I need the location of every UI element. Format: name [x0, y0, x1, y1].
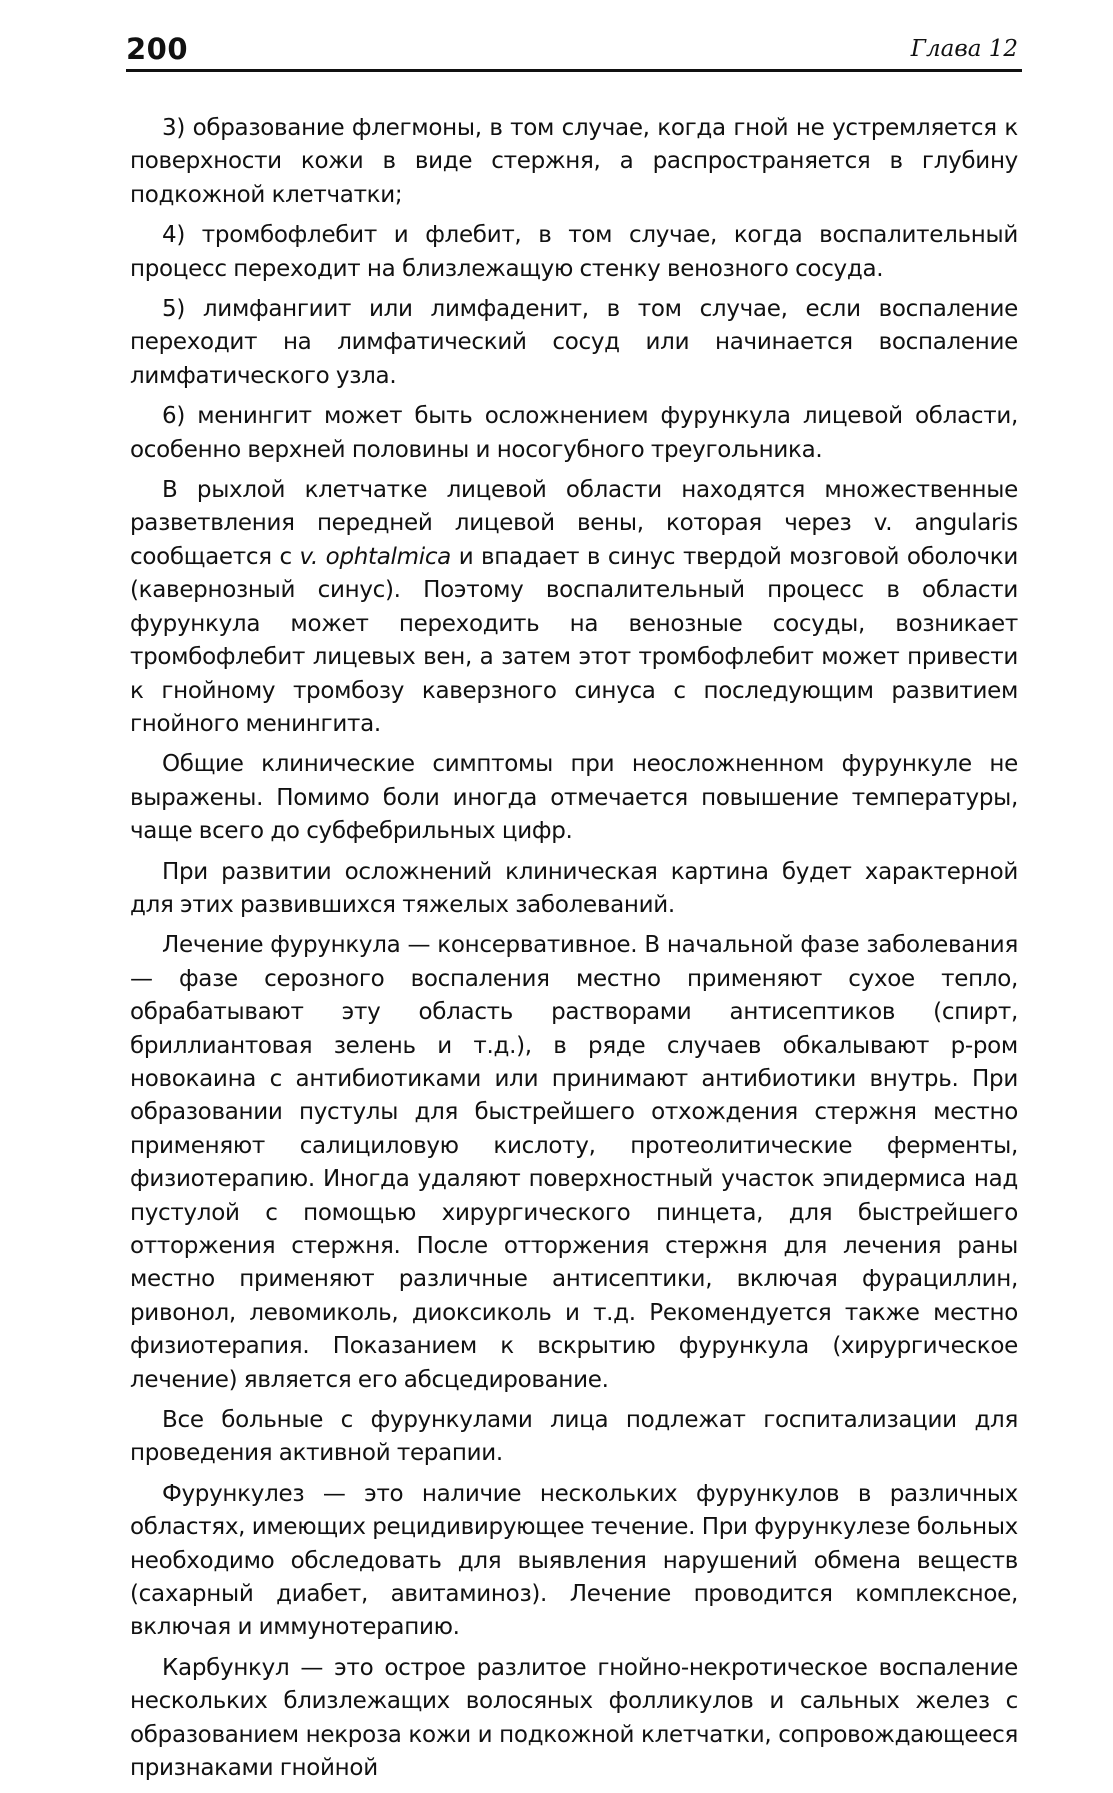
- paragraph-general-symptoms: Общие клинические симптомы при неосложненном фурункуле не выражены. Помимо боли иногда отмечается повышение температуры, чаще всего до субфебрильных цифр.: [130, 751, 1018, 845]
- body-text: [130, 112, 1018, 1793]
- header-rule: [126, 69, 1022, 72]
- paragraph-carbuncle: Карбункул — это острое разлитое гнойно-некротическое воспаление нескольких близлежащих волосяных фолликулов и сальных желез с образованием некроза кожи и подкожной клетчатки, сопровождающееся признаками гнойной: [130, 1654, 1018, 1782]
- page-number: 200: [126, 32, 189, 66]
- paragraph-facial-veins-part2: и впадает в синус твердой мозговой оболочки (кавернозный синус). Поэтому воспалительный процесс в области фурункула может переходить на венозные сосуды, возникает тромбофлебит лицевых вен, а затем этот тромбофлебит может привести к гнойному тромбозу каверзного синуса с последующим развитием гнойного менингита.: [130, 543, 1018, 737]
- paragraph-complication-meningitis: 6) менингит может быть осложнением фурункула лицевой области, особенно верхней половины и носогубного треугольника.: [130, 403, 1018, 463]
- paragraph-facial-veins: [130, 474, 1018, 741]
- paragraph-treatment: Лечение фурункула — консервативное. В начальной фазе заболевания — фазе серозного воспаления местно применяют сухое тепло, обрабатывают эту область растворами антисептиков (спирт, бриллиантовая зелень и т.д.), в ряде случаев обкалывают р-ром новокаина с антибиотиками или принимают антибиотики внутрь. При образовании пустулы для быстрейшего отхождения стержня местно применяют салициловую кислоту, протеолитические ферменты, физиотерапию. Иногда удаляют поверхностный участок эпидермиса над пустулой с помощью хирургического пинцета, для быстрейшего отторжения стержня. После отторжения стержня для лечения раны местно применяют различные антисептики, включая фурациллин, ривонол, левомиколь, диоксиколь и т.д. Рекомендуется также местно физиотерапия. Показанием к вскрытию фурункула (хирургическое лечение) является его абсцедирование.: [130, 932, 1018, 1393]
- chapter-label: Глава 12: [910, 36, 1018, 62]
- paragraph-furunculosis: Фурункулез — это наличие нескольких фурункулов в различных областях, имеющих рецидивирующее течение. При фурункулезе больных необходимо обследовать для выявления нарушений обмена веществ (сахарный диабет, авитаминоз). Лечение проводится комплексное, включая и иммунотерапию.: [130, 1480, 1018, 1641]
- running-head: [126, 30, 1018, 70]
- paragraph-hospitalization: Все больные с фурункулами лица подлежат госпитализации для проведения активной терапии.: [130, 1407, 1018, 1467]
- paragraph-complication-lymphangitis: 5) лимфангиит или лимфаденит, в том случае, если воспаление переходит на лимфатический сосуд или начинается воспаление лимфатического узла.: [130, 296, 1018, 389]
- paragraph-complication-thrombophlebitis: 4) тромбофлебит и флебит, в том случае, когда воспалительный процесс переходит на близлежащую стенку венозного сосуда.: [130, 222, 1018, 282]
- latin-term-ophtalmica: v. ophtalmica: [299, 543, 451, 570]
- paragraph-facial-veins-part1: В рыхлой клетчатке лицевой области находятся множественные разветвления передней лицевой вены, которая через v. angularis сообщается с: [130, 477, 1018, 570]
- paragraph-complications-picture: При развитии осложнений клиническая картина будет характерной для этих развившихся тяжелых заболеваний.: [130, 858, 1018, 918]
- paragraph-complication-phlegmon: 3) образование флегмоны, в том случае, когда гной не устремляется к поверхности кожи в виде стержня, а распространяется в глубину подкожной клетчатки;: [130, 115, 1018, 208]
